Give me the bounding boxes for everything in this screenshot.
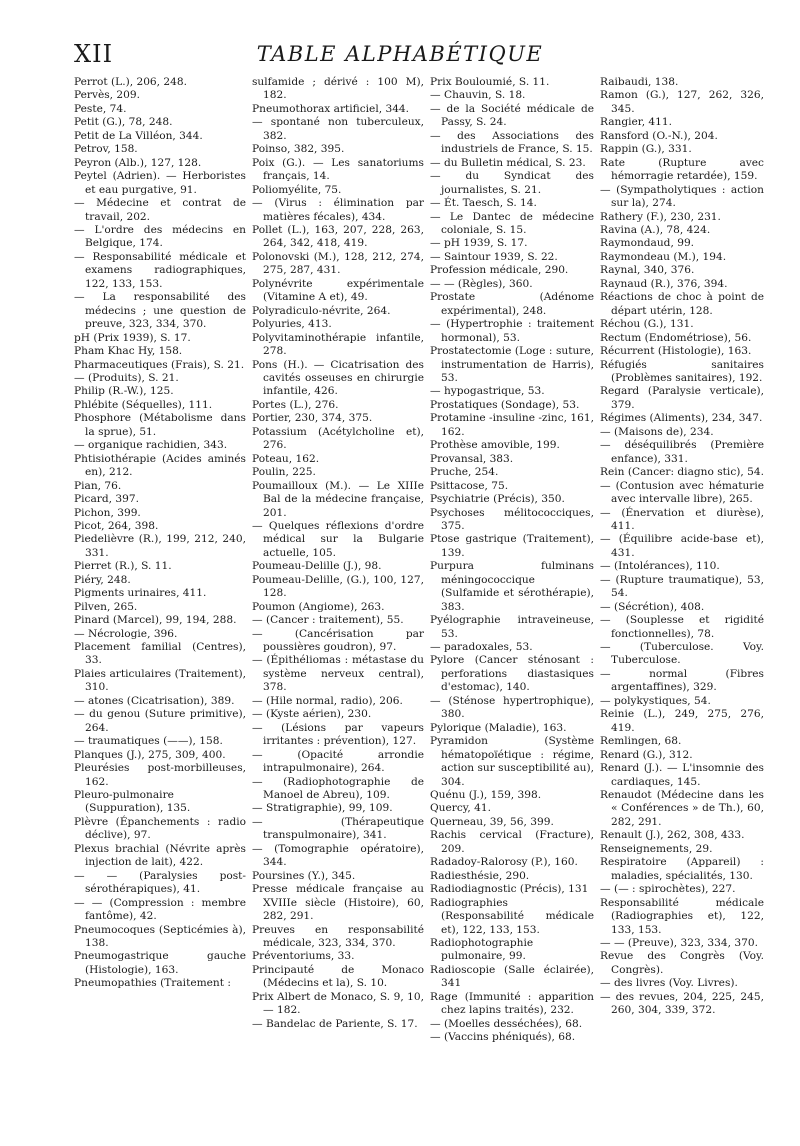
index-entry: Pneumopathies (Traitement : bbox=[74, 977, 231, 990]
index-entry: — du Syndicat des journalistes, S. 21. bbox=[430, 170, 594, 196]
index-entry: Ransford (O.-N.), 204. bbox=[600, 129, 718, 142]
index-entry: Phtisiothérapie (Acides aminés en), 212. bbox=[74, 452, 246, 479]
index-entry: — traumatiques (——), 158. bbox=[74, 735, 223, 748]
index-entry: Rate (Rupture avec hémorragie retardée), 159. bbox=[600, 156, 764, 183]
index-entry: Prix Bouloumié, S. 11. bbox=[430, 76, 550, 88]
index-entry: — (Moelles desséchées), 68. bbox=[430, 1017, 583, 1030]
index-entry: Prothèse amovible, 199. bbox=[430, 439, 560, 452]
index-entry: Poumon (Angiome), 263. bbox=[252, 600, 385, 613]
index-entry: — (Sécrétion), 408. bbox=[600, 600, 705, 613]
index-entry: — (Opacité arrondie intrapulmonaire), 264. bbox=[252, 748, 424, 775]
index-entry: Radadoy-Ralorosy (P.), 160. bbox=[430, 856, 578, 869]
index-entry: Psychiatrie (Précis), 350. bbox=[430, 493, 565, 506]
index-entry: Prostatiques (Sondage), 53. bbox=[430, 398, 580, 411]
index-entry: Pierret (R.), S. 11. bbox=[74, 560, 172, 573]
index-entry: Plèvre (Épanchements : radio déclive), 97. bbox=[74, 815, 246, 842]
index-entry: Perrot (L.), 206, 248. bbox=[74, 76, 187, 88]
index-entry: — déséquilibrés (Première enfance), 331. bbox=[600, 439, 764, 465]
index-entry: Plaies articulaires (Traitement), 310. bbox=[74, 667, 246, 694]
index-entry: — (Lésions par vapeurs irritantes : prévention), 127. bbox=[252, 721, 424, 748]
index-entry: Portes (L.), 276. bbox=[252, 398, 339, 411]
index-entry: Pyramidon (Système hématopoïétique : régime, action sur susceptibilité au), 304. bbox=[430, 735, 594, 788]
index-entry: — — (Paralysies post-sérothérapiques), 41. bbox=[74, 869, 246, 896]
index-entry: Radiophotographie pulmonaire, 99. bbox=[430, 937, 534, 963]
index-entry: Petit de La Villéon, 344. bbox=[74, 129, 203, 142]
index-entry: Pons (H.). — Cicatrisation des cavités osseuses en chirurgie infantile, 426. bbox=[252, 358, 424, 398]
index-entry: Radioscopie (Salle éclairée), 341 bbox=[430, 963, 594, 990]
index-entry: Poursines (Y.), 345. bbox=[252, 869, 356, 882]
index-entry: Quercy, 41. bbox=[430, 802, 491, 815]
index-entry: Raynal, 340, 376. bbox=[600, 264, 695, 277]
index-entry: — Chauvin, S. 18. bbox=[430, 89, 526, 102]
index-entry: Poinso, 382, 395. bbox=[252, 143, 345, 156]
index-entry: Pneumocoques (Septicémies à), 138. bbox=[74, 923, 246, 949]
index-entry: Philip (R.-W.), 125. bbox=[74, 385, 174, 398]
index-entry: — de la Société médicale de Passy, S. 24. bbox=[430, 102, 594, 129]
index-entry: — (Maisons de), 234. bbox=[600, 425, 714, 438]
index-entry: Quénu (J.), 159, 398. bbox=[430, 789, 542, 802]
index-entry: Querneau, 39, 56, 399. bbox=[430, 815, 554, 828]
index-entry: Poumeau-Delille (J.), 98. bbox=[252, 560, 382, 573]
index-entry: Ptose gastrique (Traitement), 139. bbox=[430, 533, 594, 559]
index-entry: Prostatectomie (Loge : suture, instrumentation de Harris), 53. bbox=[430, 345, 594, 384]
index-entry: Phosphore (Métabolisme dans la sprue), 51. bbox=[74, 412, 246, 438]
index-entry: Piéry, 248. bbox=[74, 573, 131, 586]
index-entry: Pleurésies post-morbilleuses, 162. bbox=[74, 762, 246, 788]
index-entry: — Quelques réflexions d'ordre médical sur la Bulgarie actuelle, 105. bbox=[252, 519, 424, 559]
index-entry: Preuves en responsabilité médicale, 323, 334, 370. bbox=[252, 923, 424, 949]
index-entry: Renaudot (Médecine dans les « Conférences » de Th.), 60, 282, 291. bbox=[600, 789, 764, 828]
index-entry: — — (Compression : membre fantôme), 42. bbox=[74, 896, 246, 923]
index-entry: — Ét. Taesch, S. 14. bbox=[430, 197, 537, 210]
index-entry: Raynaud (R.), 376, 394. bbox=[600, 277, 728, 290]
index-entry: — (Contusion avec hématurie avec intervalle libre), 265. bbox=[600, 479, 764, 506]
index-entry: — Médecine et contrat de travail, 202. bbox=[74, 197, 246, 223]
index-entry: — (Équilibre acide-base et), 431. bbox=[600, 533, 764, 559]
index-entry: Respiratoire (Appareil) : maladies, spécialités, 130. bbox=[600, 856, 764, 882]
index-entry: — des Associations des industriels de France, S. 15. bbox=[430, 129, 594, 156]
index-entry: Prostate (Adénome expérimental), 248. bbox=[430, 291, 594, 317]
index-entry: — (Thérapeutique transpulmonaire), 341. bbox=[252, 815, 424, 842]
index-entry: — (Sympatholytiques : action sur la), 274. bbox=[600, 183, 764, 210]
index-entry: Polyradiculo-névrite, 264. bbox=[252, 304, 391, 317]
index-entry: Radiographies (Responsabilité médicale et), 122, 133, 153. bbox=[430, 896, 594, 936]
index-entry: — (Cancer : traitement), 55. bbox=[252, 614, 404, 627]
index-entry: — L'ordre des médecins en Belgique, 174. bbox=[74, 223, 246, 250]
index-entry: — (Cancérisation par poussières goudron), 97. bbox=[252, 627, 424, 654]
index-entry: Picard, 397. bbox=[74, 493, 139, 506]
index-entry: Pyélographie intraveineuse, 53. bbox=[430, 614, 594, 640]
index-entry: — des livres (Voy. Livres). bbox=[600, 977, 738, 990]
index-entry: Peyron (Alb.), 127, 128. bbox=[74, 156, 202, 169]
index-entry: Poteau, 162. bbox=[252, 452, 320, 465]
index-entry: Polyuries, 413. bbox=[252, 318, 332, 331]
index-entry: Renault (J.), 262, 308, 433. bbox=[600, 829, 745, 842]
index-entry: — Responsabilité médicale et examens radiographiques, 122, 133, 153. bbox=[74, 250, 246, 290]
index-entry: — (Hypertrophie : traitement hormonal), 53. bbox=[430, 318, 594, 344]
index-entry: Psittacose, 75. bbox=[430, 479, 509, 492]
index-entry: — (Tuberculose. Voy. Tuberculose. bbox=[600, 641, 764, 667]
index-entry: — (Produits), S. 21. bbox=[74, 371, 179, 384]
index-entry: Raymondeau (M.), 194. bbox=[600, 250, 727, 263]
index-entry: Profession médicale, 290. bbox=[430, 264, 569, 277]
index-entry: Préventoriums, 33. bbox=[252, 950, 355, 963]
index-entry: Pichon, 399. bbox=[74, 506, 141, 519]
index-entry: Principauté de Monaco (Médecins et la), S. 10. bbox=[252, 963, 424, 990]
index-entry: sulfamide ; dérivé : 100 M), 182. bbox=[252, 76, 424, 102]
index-entry: Rappin (G.), 331. bbox=[600, 143, 692, 156]
index-entry: — (Virus : élimination par matières fécales), 434. bbox=[252, 197, 424, 223]
index-entry: Rathery (F.), 230, 231. bbox=[600, 210, 721, 223]
index-entry: Phlébite (Séquelles), 111. bbox=[74, 398, 213, 411]
index-entry: Prix Albert de Monaco, S. 9, 10, — 182. bbox=[252, 990, 424, 1017]
index-entry: Radiesthésie, 290. bbox=[430, 869, 530, 882]
index-entry: Portier, 230, 374, 375. bbox=[252, 412, 373, 425]
index-entry: — La responsabilité des médecins ; une question de preuve, 323, 334, 370. bbox=[74, 291, 246, 331]
index-entry: Responsabilité médicale (Radiographies et), 122, 133, 153. bbox=[600, 896, 764, 936]
index-entry: Raymondaud, 99. bbox=[600, 237, 695, 250]
index-entry: — (Intolérances), 110. bbox=[600, 560, 720, 573]
index-entry: — normal (Fibres argentaffines), 329. bbox=[600, 667, 764, 694]
index-entry: — spontané non tuberculeux, 382. bbox=[252, 116, 424, 142]
index-entry: Petit (G.), 78, 248. bbox=[74, 116, 173, 129]
index-entry: Pneumogastrique gauche (Histologie), 163. bbox=[74, 950, 246, 976]
index-entry: Plexus brachial (Névrite après injection de lait), 422. bbox=[74, 842, 246, 869]
index-entry: Psychoses mélitococciques, 375. bbox=[430, 506, 594, 532]
index-entry: Reinie (L.), 249, 275, 276, 419. bbox=[600, 708, 764, 734]
index-entry: — (Vaccins phéniqués), 68. bbox=[430, 1031, 576, 1044]
index-entry: — atones (Cicatrisation), 389. bbox=[74, 694, 235, 707]
index-entry: Rangier, 411. bbox=[600, 116, 673, 129]
index-entry: Peste, 74. bbox=[74, 102, 127, 115]
index-entry: Poumeau-Delille, (G.), 100, 127, 128. bbox=[252, 573, 424, 600]
index-entry: Pharmaceutiques (Frais), S. 21. bbox=[74, 358, 245, 371]
index-entry: — (Sténose hypertrophique), 380. bbox=[430, 694, 594, 721]
index-entry: Picot, 264, 398. bbox=[74, 519, 159, 532]
index-entry: Pervès, 209. bbox=[74, 89, 140, 102]
index-entry: Rectum (Endométriose), 56. bbox=[600, 331, 752, 344]
index-entry: Potassium (Acétylcholine et), 276. bbox=[252, 425, 424, 452]
index-entry: — (Énervation et diurèse), 411. bbox=[600, 506, 764, 532]
page-number: XII bbox=[74, 40, 114, 68]
index-entry: Réchou (G.), 131. bbox=[600, 318, 694, 331]
index-entry: Renard (J.). — L'insomnie des cardiaques, 145. bbox=[600, 762, 764, 788]
index-entry: — Nécrologie, 396. bbox=[74, 627, 178, 640]
index-entry: Rein (Cancer: diagno stic), 54. bbox=[600, 466, 764, 479]
index-entry: — hypogastrique, 53. bbox=[430, 385, 545, 398]
index-entry: Pneumothorax artificiel, 344. bbox=[252, 102, 410, 115]
index-entry: — Stratigraphie), 99, 109. bbox=[252, 802, 393, 815]
index-entry: Régimes (Aliments), 234, 347. bbox=[600, 412, 763, 425]
index-entry: — (— : spirochètes), 227. bbox=[600, 883, 736, 896]
index-column-1 bbox=[74, 76, 246, 991]
index-entry: Poix (G.). — Les sanatoriums français, 14. bbox=[252, 156, 424, 183]
index-entry: Regard (Paralysie verticale), 379. bbox=[600, 385, 764, 411]
index-entry: Pian, 76. bbox=[74, 479, 122, 492]
index-entry: — paradoxales, 53. bbox=[430, 641, 533, 654]
index-entry: Poulin, 225. bbox=[252, 466, 316, 479]
index-entry: Réfugiés sanitaires (Problèmes sanitaires), 192. bbox=[600, 358, 764, 384]
index-entry: — (Tomographie opératoire), 344. bbox=[252, 842, 424, 869]
index-entry: — Le Dantec de médecine coloniale, S. 15. bbox=[430, 210, 594, 236]
index-entry: Pilven, 265. bbox=[74, 600, 138, 613]
index-entry: — (Hile normal, radio), 206. bbox=[252, 694, 403, 707]
index-entry: Pylore (Cancer sténosant : perforations diastasiques d'estomac), 140. bbox=[430, 654, 594, 694]
index-entry: — Bandelac de Pariente, S. 17. bbox=[252, 1017, 418, 1030]
index-entry: Pylorique (Maladie), 163. bbox=[430, 721, 567, 734]
index-entry: Radiodiagnostic (Précis), 131 bbox=[430, 883, 589, 896]
index-entry: Réactions de choc à point de départ utérin, 128. bbox=[600, 291, 764, 317]
index-entry: Pleuro-pulmonaire (Suppuration), 135. bbox=[74, 789, 191, 815]
index-entry: — pH 1939, S. 17. bbox=[430, 237, 528, 250]
index-entry: Protamine -insuline -zinc, 161, 162. bbox=[430, 412, 594, 438]
index-entry: Raibaudi, 138. bbox=[600, 76, 679, 88]
index-entry: Petrov, 158. bbox=[74, 143, 138, 156]
index-entry: Récurrent (Histologie), 163. bbox=[600, 345, 752, 358]
index-entry: Planques (J.), 275, 309, 400. bbox=[74, 748, 226, 761]
index-entry: Pollet (L.), 163, 207, 228, 263, 264, 342, 418, 419. bbox=[252, 223, 424, 250]
index-entry: Pigments urinaires, 411. bbox=[74, 587, 207, 600]
index-entry: Peytel (Adrien). — Herboristes et eau purgative, 91. bbox=[74, 170, 246, 196]
index-entry: Ravina (A.), 78, 424. bbox=[600, 223, 711, 236]
index-column-4 bbox=[600, 76, 764, 1018]
index-entry: Poumailloux (M.). — Le XIIIe Bal de la médecine française, 201. bbox=[252, 479, 424, 519]
index-entry: Provansal, 383. bbox=[430, 452, 514, 465]
index-entry: — — (Règles), 360. bbox=[430, 277, 533, 290]
index-entry: Pinard (Marcel), 99, 194, 288. bbox=[74, 614, 237, 627]
index-column-2 bbox=[252, 76, 424, 1031]
index-entry: Renard (G.), 312. bbox=[600, 748, 693, 761]
index-entry: Piedelièvre (R.), 199, 212, 240, 331. bbox=[74, 533, 246, 559]
index-entry: Presse médicale française au XVIIIe siècle (Histoire), 60, 282, 291. bbox=[252, 883, 424, 923]
index-entry: Poliomyélite, 75. bbox=[252, 183, 342, 196]
index-entry: Polyvitaminothérapie infantile, 278. bbox=[252, 331, 424, 358]
index-entry: — (Rupture traumatique), 53, 54. bbox=[600, 573, 764, 600]
index-entry: Ramon (G.), 127, 262, 326, 345. bbox=[600, 89, 764, 115]
index-column-3 bbox=[430, 76, 594, 1045]
index-entry: — (Souplesse et rigidité fonctionnelles), 78. bbox=[600, 614, 764, 640]
index-columns bbox=[74, 76, 764, 1045]
index-entry: — du Bulletin médical, S. 23. bbox=[430, 156, 586, 169]
index-entry: pH (Prix 1939), S. 17. bbox=[74, 331, 191, 344]
page-title: TABLE ALPHABÉTIQUE bbox=[256, 42, 544, 66]
index-entry: Renseignements, 29. bbox=[600, 842, 713, 855]
index-entry: — — (Preuve), 323, 334, 370. bbox=[600, 937, 758, 949]
index-entry: Pham Khac Hy, 158. bbox=[74, 345, 183, 358]
index-entry: Rachis cervical (Fracture), 209. bbox=[430, 829, 594, 855]
index-entry: — (Radiophotographie de Manoel de Abreu), 109. bbox=[252, 775, 424, 802]
index-entry: — (Kyste aérien), 230. bbox=[252, 708, 372, 721]
index-entry: Purpura fulminans méningococcique (Sulfamide et sérothérapie), 383. bbox=[430, 560, 594, 613]
index-entry: — du genou (Suture primitive), 264. bbox=[74, 708, 246, 734]
index-entry: — des revues, 204, 225, 245, 260, 304, 339, 372. bbox=[600, 990, 764, 1017]
index-entry: Polonovski (M.), 128, 212, 274, 275, 287, 431. bbox=[252, 250, 424, 277]
index-entry: Pruche, 254. bbox=[430, 466, 499, 479]
index-entry: Polynévrite expérimentale (Vitamine A et), 49. bbox=[252, 277, 424, 304]
index-entry: Remlingen, 68. bbox=[600, 735, 682, 748]
index-entry: Revue des Congrès (Voy. Congrès). bbox=[600, 950, 764, 976]
index-entry: — organique rachidien, 343. bbox=[74, 439, 228, 452]
index-entry: — polykystiques, 54. bbox=[600, 694, 711, 707]
index-entry: — (Épithéliomas : métastase du système nerveux central), 378. bbox=[252, 654, 424, 694]
index-entry: Placement familial (Centres), 33. bbox=[74, 641, 246, 667]
index-entry: — Saintour 1939, S. 22. bbox=[430, 250, 558, 263]
index-entry: Rage (Immunité : apparition chez lapins traités), 232. bbox=[430, 990, 594, 1017]
